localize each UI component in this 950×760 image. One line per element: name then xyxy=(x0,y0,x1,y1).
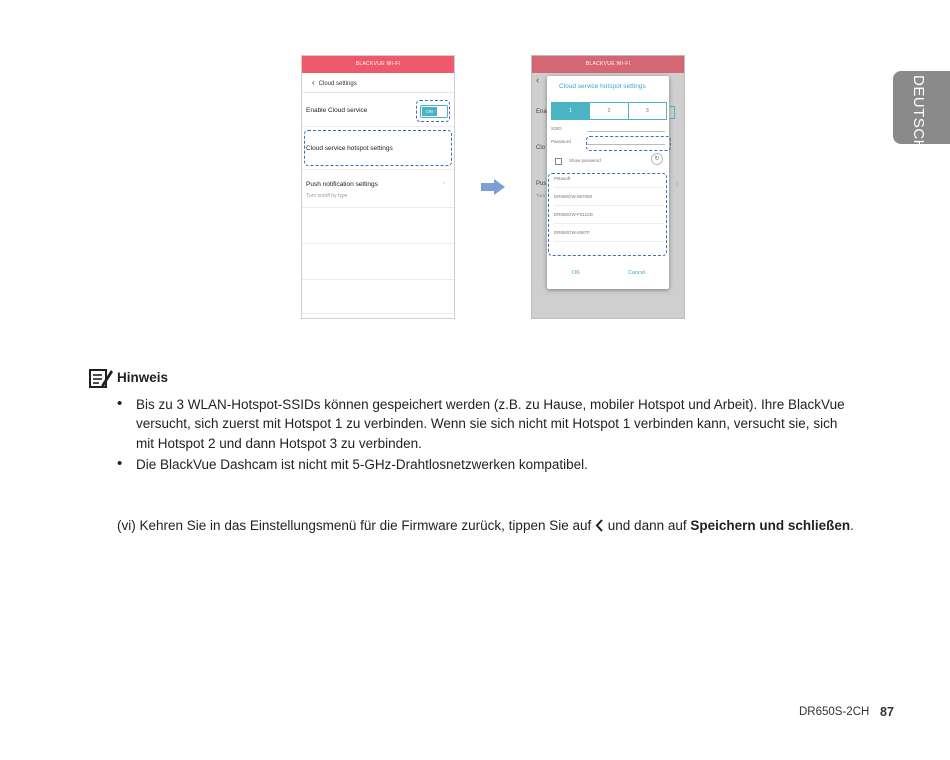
arrow-right-icon xyxy=(481,179,505,195)
tab-1: 1 xyxy=(552,103,590,119)
chevron-right-icon: › xyxy=(676,181,679,188)
background-text: Clo xyxy=(536,145,546,151)
ssid-field xyxy=(587,124,665,132)
row-title: Push notification settings xyxy=(306,181,378,188)
tab-2: 2 xyxy=(590,103,628,119)
back-chevron-icon: ‹ xyxy=(536,75,540,86)
empty-row xyxy=(302,243,454,280)
highlight-network-list xyxy=(548,173,667,256)
language-tab xyxy=(893,71,950,152)
empty-row xyxy=(302,279,454,314)
network-item: DR650GW-F0110D xyxy=(554,206,664,224)
footer-model: DR650S-2CH xyxy=(799,706,870,718)
note-title: Hinweis xyxy=(117,370,169,385)
background-text: Ena xyxy=(536,109,547,115)
background-toggle xyxy=(670,106,675,119)
back-chevron-icon: ‹ xyxy=(312,78,315,87)
step-end: . xyxy=(850,518,854,533)
row-push-settings xyxy=(302,169,454,208)
hotspot-tabs xyxy=(551,102,667,120)
network-item: DR650GW-8587F xyxy=(554,224,664,242)
note-bullet: • Bis zu 3 WLAN-Hotspot-SSIDs können gespeichert werden (z.B. zu Hause, mobiler Hotspot und Arbeit). Ihre BlackVue versucht, sich zuerst mit Hotspot 1 zu verbinden. Wenn sie sich nicht mit Hotspot 1 verbinden kann, versucht sie, sich mit Hotspot 2 und dann Hotspot 3 zu verbinden. xyxy=(117,395,857,453)
ssid-label: SSID xyxy=(551,126,562,131)
show-password-label: Show password xyxy=(569,158,601,163)
step-text-middle: und dann auf xyxy=(607,518,687,533)
nav-title: Cloud settings xyxy=(318,81,357,87)
network-item: DR650GW-857060 xyxy=(554,188,664,206)
highlight-toggle xyxy=(416,100,450,122)
refresh-icon: ↻ xyxy=(651,153,663,165)
highlight-hotspot-row xyxy=(304,130,452,166)
app-bar: BLACKVUE WI-FI xyxy=(532,56,684,73)
screenshot-hotspot-dialog xyxy=(531,55,685,319)
background-text: Pus xyxy=(536,181,547,187)
step-text-before: Kehren Sie in das Einstellungsmenü für die Firmware zurück, tippen Sie auf xyxy=(139,518,592,533)
highlight-password xyxy=(586,136,671,151)
step-number: (vi) xyxy=(117,518,136,533)
language-tab-label: DEUTSCH xyxy=(910,75,927,152)
tab-3: 3 xyxy=(645,108,649,114)
toggle-label: ON xyxy=(422,107,437,116)
back-chevron-icon xyxy=(595,519,604,532)
background-text: Turn xyxy=(536,193,546,198)
page-number: 87 xyxy=(880,705,894,719)
row-title: Cloud service hotspot settings xyxy=(306,145,393,152)
nav-bar xyxy=(302,73,454,93)
row-title: Enable Cloud service xyxy=(306,107,368,114)
note-bullet: • Die BlackVue Dashcam ist nicht mit 5-GHz-Drahtlosnetzwerken kompatibel. xyxy=(117,455,857,474)
chevron-right-icon: › xyxy=(443,180,446,187)
app-bar: BLACKVUE WI-FI xyxy=(302,56,454,73)
dialog-title: Cloud service hotspot settings xyxy=(559,83,646,90)
empty-row xyxy=(302,207,454,244)
ok-button: OK xyxy=(572,270,580,276)
note-list xyxy=(117,395,857,476)
show-password-checkbox xyxy=(555,158,562,165)
password-label: Password xyxy=(551,139,571,144)
network-item: Pittasoft xyxy=(554,170,664,188)
note-icon xyxy=(88,367,114,389)
step-bold-action: Speichern und schließen xyxy=(690,518,851,533)
cancel-button: Cancel xyxy=(628,270,646,276)
step-text xyxy=(117,518,854,533)
screenshot-cloud-settings xyxy=(301,55,455,319)
row-subtitle: Turn on/off by type xyxy=(306,193,348,199)
